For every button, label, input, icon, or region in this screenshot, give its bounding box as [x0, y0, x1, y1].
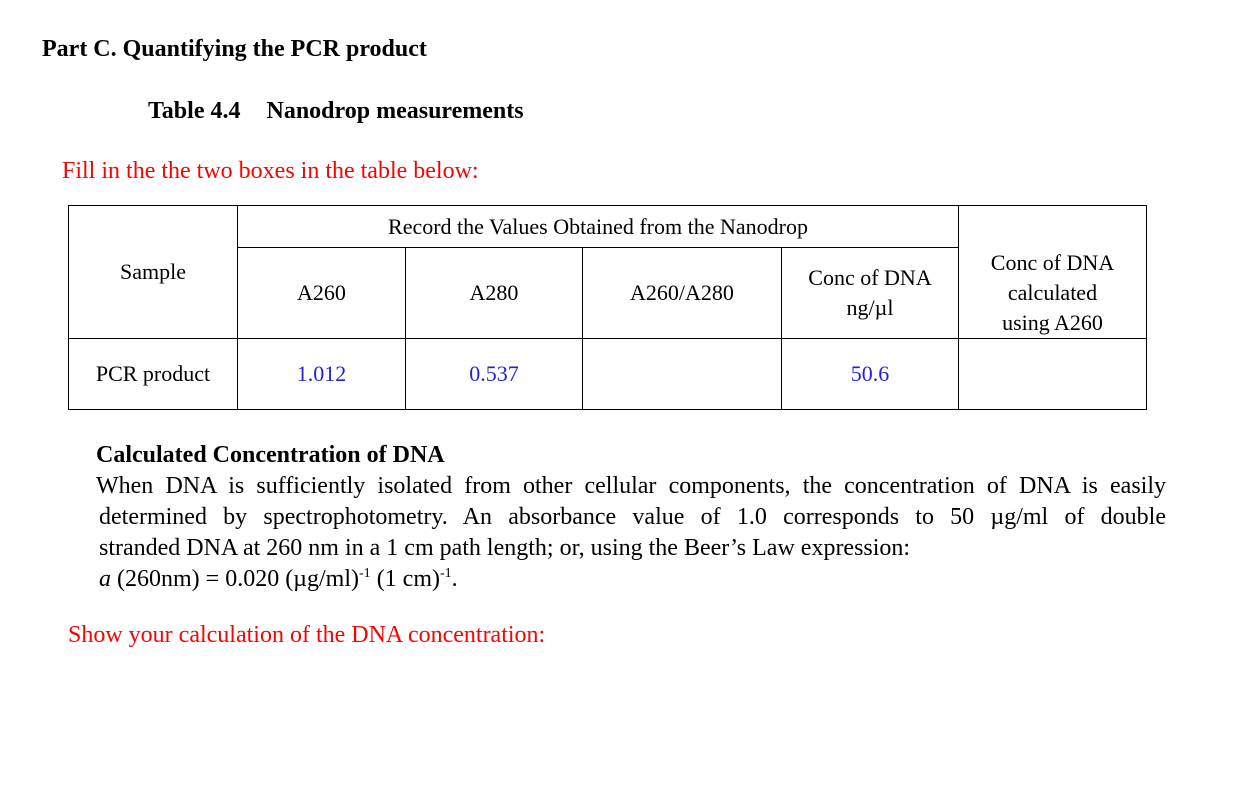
header-conc-line2: ng/µl	[846, 294, 894, 320]
header-calc-line3: using A260	[1002, 309, 1103, 335]
header-group: Record the Values Obtained from the Nanodrop	[238, 206, 959, 248]
formula-part2: (1 cm)	[370, 566, 440, 592]
header-conc-line1: Conc of DNA	[808, 264, 932, 290]
cell-calc-input[interactable]	[959, 338, 1147, 409]
calc-heading: Calculated Concentration of DNA	[96, 442, 445, 468]
nanodrop-table	[68, 205, 1147, 410]
cell-a260: 1.012	[238, 338, 406, 409]
header-a280: A280	[406, 248, 583, 339]
header-ratio: A260/A280	[583, 248, 782, 339]
formula-var: a	[99, 566, 111, 592]
formula-exp2: -1	[440, 566, 452, 581]
formula-end: .	[451, 566, 458, 592]
cell-ratio-input[interactable]	[583, 338, 782, 409]
header-calc-line1: Conc of DNA	[990, 249, 1115, 275]
cell-conc: 50.6	[782, 338, 959, 409]
table-title	[148, 98, 524, 125]
formula-part1: (260nm) = 0.020 (µg/ml)	[111, 566, 360, 592]
calc-line-3: stranded DNA at 260 nm in a 1 cm path length; or, using the Beer’s Law expression:	[99, 535, 911, 561]
beers-law-formula	[96, 564, 1166, 595]
table-number: Table 4.4	[148, 98, 241, 124]
part-title: Part C. Quantifying the PCR product	[42, 36, 427, 62]
calc-line-2: determined by spectrophotometry. An absorbance value of 1.0 corresponds to 50 µg/ml of double	[99, 504, 1166, 530]
calc-line-1: When DNA is sufficiently isolated from other cellular components, the concentration of DNA is easily	[96, 473, 1166, 499]
header-calc-top	[959, 206, 1147, 248]
table-name: Nanodrop measurements	[266, 98, 524, 124]
header-calc-line2: calculated	[1007, 279, 1098, 305]
header-sample: Sample	[69, 206, 238, 339]
calc-section	[96, 440, 1166, 595]
table-row	[69, 338, 1147, 409]
cell-a280: 0.537	[406, 338, 583, 409]
header-conc	[782, 248, 959, 339]
header-a260: A260	[238, 248, 406, 339]
formula-exp1: -1	[359, 566, 371, 581]
header-calc	[959, 248, 1147, 339]
cell-sample: PCR product	[69, 338, 238, 409]
show-instruction: Show your calculation of the DNA concentration:	[68, 622, 546, 648]
fill-instruction: Fill in the the two boxes in the table below:	[62, 158, 479, 184]
